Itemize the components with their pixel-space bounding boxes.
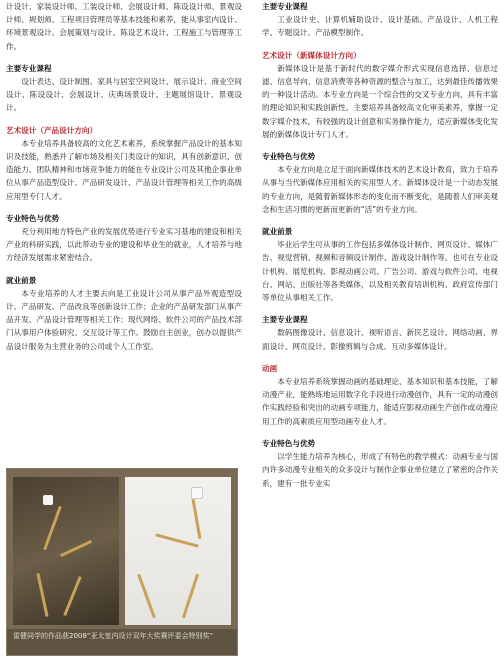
heading-features-2: 专业特色与优势 <box>262 438 316 448</box>
lamp-shade <box>43 495 53 505</box>
heading-main-courses: 主要专业课程 <box>262 2 308 11</box>
heading-main-courses-2: 主要专业课程 <box>262 315 308 325</box>
lamp-shade <box>191 487 203 499</box>
lamp-figure <box>155 533 198 547</box>
left-intro-paragraph: 计设计、家装设计师、工装设计师、会展设计师、陈设设计师、景观设计师、规划师、工程项目管理员等基本技能和素养，能从事室内设计、环境景观设计、会展策划与设计、陈设艺术设计、工程施工与管理等工作。 <box>6 2 242 51</box>
right-column <box>262 0 498 490</box>
employment-paragraph: 毕业后学生可从事的工作包括多媒体设计制作、网页设计、媒体广告、视觉营销、视频和音频设计制作、游戏设计制作等。也可在专业设计机构、展览机构、影视动画公司、广告公司、游戏与软件公司、电视台、网站、出版社等各类媒体，以及相关教育培训机构、政府宣传部门等单位从事相关工作。 <box>262 240 498 303</box>
lamp-figure <box>63 576 82 616</box>
lamp-figure <box>36 573 48 617</box>
heading-new-media: 艺术设计（新媒体设计方向） <box>262 50 361 60</box>
new-media-paragraph: 新媒体设计是基于新时代的数字媒介形式实现信息选择、信息过滤、信息导向、信息消费等各种资源的整合与加工，达到最佳传播效果的一种设计活动。本专业方向是一个综合性的交叉专业方向，具有丰富的理论知识和实践创新性。主要培养具备较高文化审美素养，掌握一定数字媒介技术，有较强的设计创意和实务操作能力，适应新媒体变化发展的新媒体设计专门人才。 <box>262 63 498 139</box>
product-design-paragraph: 本专业培养具备较高的文化艺术素养，系统掌握产品设计的基本知识及技能，熟悉并了解市场及相关门类设计的知识，具有创新意识、创造能力、团队精神和市场竞争能力的能在专业设计公司及其他企事业单位从事产品造型设计、产品研发设计、产品设计管理等相关工作的高级应用型专门人才。 <box>6 138 242 201</box>
heading-product-design: 艺术设计（产品设计方向） <box>6 125 98 135</box>
heading-employment: 就业前景 <box>262 227 293 237</box>
features-paragraph: 本专业方向是立足于面向新媒体技术的艺术设计教育，致力于培养从事与当代新媒体应用相关的实用型人才。新媒体设计是一个动态发展的专业方向，是随着新媒体形态的变化而不断变化，是随着人们审美观念和生活习惯的更新而更新的“活”的专业方向。 <box>262 165 498 214</box>
lamp-figure <box>43 506 62 550</box>
main-courses-paragraph: 设计表达、设计制图、家具与居室空间设计、展示设计、商业空间设计、陈设设计、会展设计、庆典场景设计、主题展馆设计、景观设计。 <box>6 77 242 113</box>
lamp-photo-light <box>125 477 231 625</box>
features-2-paragraph: 以学生能力培养为核心，形成了有特色的教学模式：动画专业与国内许多动漫专业相关的众多设计与制作企事业单位建立了紧密的合作关系，建有一批专业实 <box>262 452 498 488</box>
employment-paragraph: 本专业培养的人才主要去向是工业设计公司从事产品外观造型设计、产品研发、产品改良等创新设计工作；企业的产品研发部门从事产品开发、产品设计管理等相关工作；现代网络、软件公司的产品技术部门从事用户体验研究、交互设计等工作。鼓励自主创业，创办以提供产品设计服务为主营业务的公司或个人工作室。 <box>6 288 242 351</box>
heading-animation: 动画 <box>262 363 278 373</box>
lamp-figure <box>137 574 156 618</box>
features-paragraph: 充分利用地方特色产业的发展优势进行专业实习基地的建设和相关产业的科研实践，以此带动专业的建设和毕业生的就业，人才培养与地方经济发展需求紧密结合。 <box>6 227 242 263</box>
main-courses-paragraph: 工业设计史、计算机辅助设计、设计基础、产品设计、人机工程学、专题设计、产品模型制作。 <box>262 15 498 38</box>
heading-features: 专业特色与优势 <box>6 213 60 223</box>
award-photo <box>6 468 238 656</box>
lamp-figure <box>60 540 92 557</box>
left-column <box>6 0 242 353</box>
lamp-photo-dark <box>13 477 119 625</box>
lamp-figure <box>192 499 202 539</box>
heading-features: 专业特色与优势 <box>262 152 316 162</box>
animation-paragraph: 本专业培养系统掌握动画的基础理论、基本知识和基本技能，了解动漫产业，能熟练地运用数字化手段进行动漫创作，具有一定的动漫创作实践经验和突出的动画专项能力，能适应影视动画生产创作或动漫应用工作的高素质应用型动画专业人才。 <box>262 377 498 426</box>
photo-caption: 雷健同学的作品获2008“亚太室内设计双年大奖赛评委会特别奖” <box>7 629 237 655</box>
main-courses-2-paragraph: 数码图像设计、信息设计、视听语言、新民艺设计、网络动画、界面设计、网页设计、影像剪辑与合成、互动多媒体设计。 <box>262 328 498 351</box>
heading-employment: 就业前景 <box>6 275 37 285</box>
heading-main-courses: 主要专业课程 <box>6 63 52 73</box>
lamp-figure <box>182 574 199 619</box>
